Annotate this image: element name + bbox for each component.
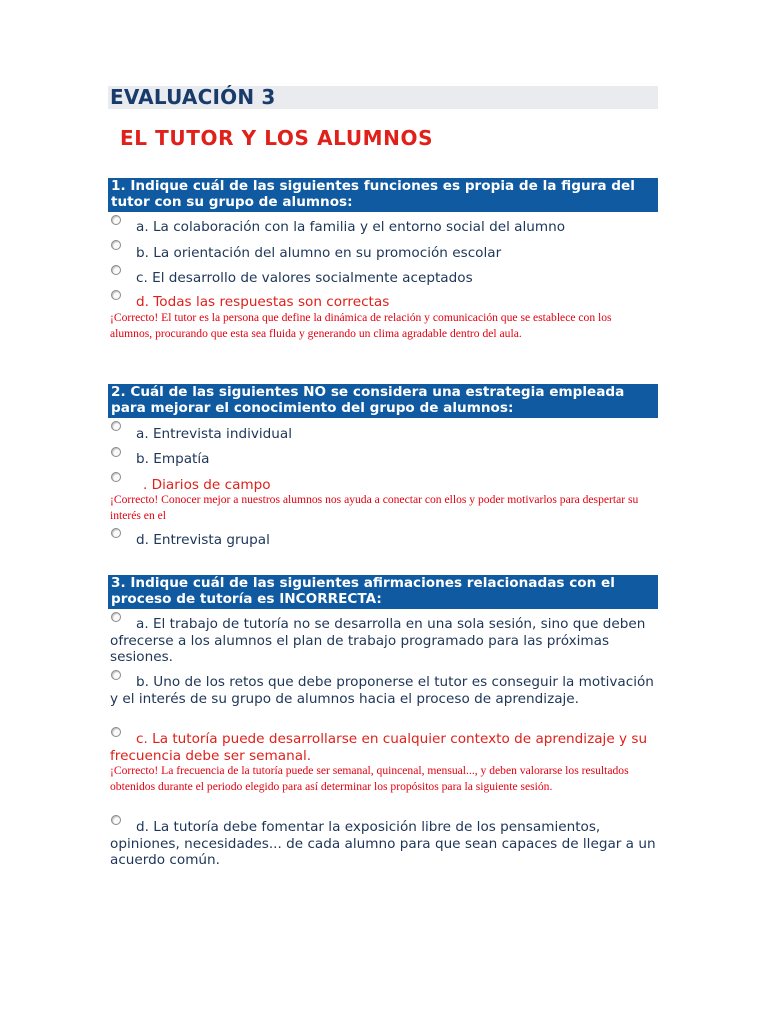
q3-option-a[interactable]: a. El trabajo de tutoría no se desarrolla en una sola sesión, sino que deben ofrecerse a los alumnos el plan de trabajo programado para las próximas sesiones. bbox=[110, 616, 646, 665]
evaluation-title: EVALUACIÓN 3 bbox=[110, 85, 276, 109]
q2-option-c-radio[interactable] bbox=[111, 472, 121, 482]
q2-option-b-radio[interactable] bbox=[111, 447, 121, 457]
q2-option-a-radio[interactable] bbox=[111, 421, 121, 431]
q2-option-a[interactable]: a. Entrevista individual bbox=[136, 426, 293, 442]
question-1-header: 1. Indique cuál de las siguientes funciones es propia de la figura del tutor con su grupo de alumnos: bbox=[108, 178, 658, 212]
q2-feedback: ¡Correcto! Conocer mejor a nuestros alumnos nos ayuda a conectar con ellos y poder motivarlos para despertar su interés en el bbox=[110, 493, 639, 522]
main-title: EL TUTOR Y LOS ALUMNOS bbox=[120, 126, 434, 150]
q1-option-c[interactable]: c. El desarrollo de valores socialmente aceptados bbox=[136, 270, 473, 286]
q2-option-d-radio[interactable] bbox=[111, 528, 121, 538]
q2-option-d[interactable]: d. Entrevista grupal bbox=[136, 532, 270, 548]
q2-option-b[interactable]: b. Empatía bbox=[136, 451, 210, 467]
q1-feedback: ¡Correcto! El tutor es la persona que define la dinámica de relación y comunicación que se establece con los alumnos, procurando que esta sea fluida y generando un clima agradable dentro del aula. bbox=[110, 311, 612, 340]
q3-option-d[interactable]: d. La tutoría debe fomentar la exposición libre de los pensamientos, opiniones, necesidades... de cada alumno para que sean capaces de llegar a un acuerdo común. bbox=[110, 819, 656, 868]
q1-option-b-radio[interactable] bbox=[111, 240, 121, 250]
q1-option-a[interactable]: a. La colaboración con la familia y el entorno social del alumno bbox=[136, 219, 566, 235]
q3-option-c[interactable]: c. La tutoría puede desarrollarse en cualquier contexto de aprendizaje y su frecuencia debe ser semanal. bbox=[110, 731, 648, 764]
q2-option-c[interactable]: . Diarios de campo bbox=[143, 477, 271, 493]
q1-option-a-radio[interactable] bbox=[111, 215, 121, 225]
q1-option-c-radio[interactable] bbox=[111, 265, 121, 275]
question-2-header: 2. Cuál de las siguientes NO se considera una estrategia empleada para mejorar el conocimiento del grupo de alumnos: bbox=[108, 384, 658, 418]
question-3-header: 3. Indique cuál de las siguientes afirmaciones relacionadas con el proceso de tutoría es INCORRECTA: bbox=[108, 575, 658, 609]
q1-option-b[interactable]: b. La orientación del alumno en su promoción escolar bbox=[136, 245, 502, 261]
q1-option-d-radio[interactable] bbox=[111, 290, 121, 300]
q3-option-b[interactable]: b. Uno de los retos que debe proponerse el tutor es conseguir la motivación y el interés de su grupo de alumnos hacia el proceso de aprendizaje. bbox=[110, 674, 654, 707]
q3-feedback: ¡Correcto! La frecuencia de la tutoría puede ser semanal, quincenal, mensual..., y deben valorarse los resultados obtenidos durante el periodo elegido para así determinar los propósitos para la siguiente sesión. bbox=[110, 764, 629, 793]
q1-option-d[interactable]: d. Todas las respuestas son correctas bbox=[136, 294, 390, 310]
